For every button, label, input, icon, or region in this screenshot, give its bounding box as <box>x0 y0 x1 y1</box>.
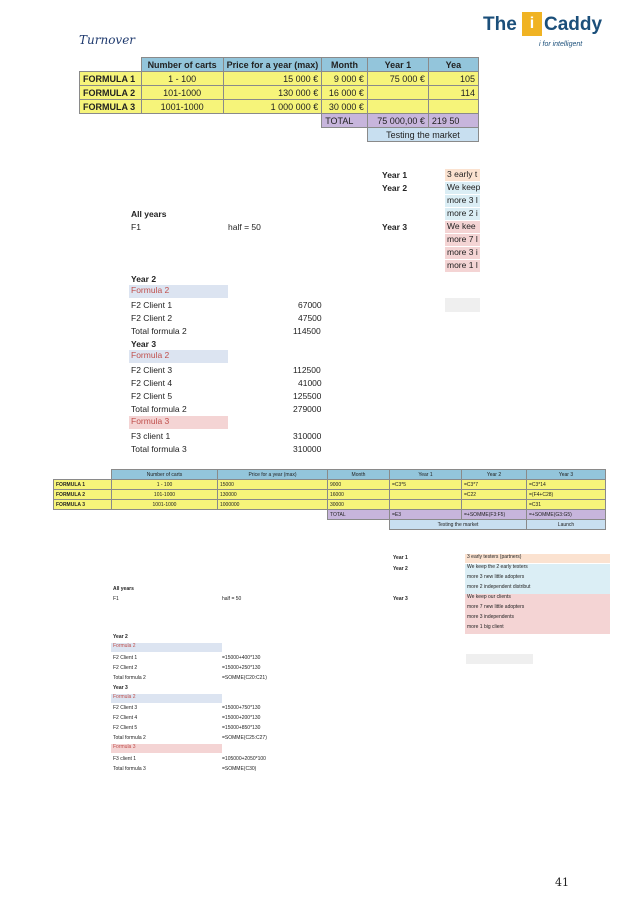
header-year2: Yea <box>428 58 478 72</box>
cell <box>428 100 478 114</box>
grey-placeholder-box <box>445 298 480 312</box>
formula-table-2 <box>53 469 606 530</box>
f2c5-value: 125500 <box>293 391 322 401</box>
total-label: TOTAL <box>322 114 368 128</box>
header-month: Month <box>328 470 390 480</box>
total-year1: =E3 <box>390 510 462 520</box>
f2c1-label: F2 Client 1 <box>131 300 173 310</box>
blank-cell <box>141 114 223 128</box>
logo-i-box: i <box>522 12 542 36</box>
note-year2-label: Year 2 <box>382 183 408 193</box>
cell: 16000 <box>328 490 390 500</box>
launch: Launch <box>527 520 606 530</box>
note2-year3-line: more 1 big client <box>465 624 610 634</box>
note2-year2-line: We keep the 2 early testers <box>465 564 610 574</box>
year3-label: Year 3 <box>131 339 157 349</box>
tf3-formula: =SOMME(C30) <box>222 766 257 772</box>
note2-year1-label: Year 1 <box>393 555 408 561</box>
note-year3-line: more 1 l <box>445 260 480 272</box>
note2-year1-text: 3 early testers (partners) <box>465 554 610 563</box>
cell: =(F4+C28) <box>527 490 606 500</box>
blank-cell <box>218 520 328 530</box>
f2c2-formula: =15000+250*130 <box>222 665 261 671</box>
cell: 101-1000 <box>141 86 223 100</box>
tf2b-label: Total formula 2 <box>131 404 187 414</box>
f2c1-formula: =15000+400*130 <box>222 655 261 661</box>
f2c5-formula: =15000+850*130 <box>222 725 261 731</box>
all-years-label-2: All years <box>113 586 134 592</box>
cell: 1000000 <box>218 500 328 510</box>
total-label: TOTAL <box>328 510 390 520</box>
f3c1-value: 310000 <box>293 431 322 441</box>
tf2-value: 114500 <box>293 326 321 336</box>
cell: =C3*5 <box>390 480 462 490</box>
blank-cell <box>80 128 142 142</box>
header-year2: Year 2 <box>462 470 527 480</box>
tf3-value: 310000 <box>293 444 322 454</box>
f3c1-label-2: F3 client 1 <box>113 756 137 762</box>
f2c4-label: F2 Client 4 <box>131 378 173 388</box>
blank-cell <box>80 114 142 128</box>
note-year3-label: Year 3 <box>382 222 408 232</box>
formula2b-band: Formula 2 <box>129 350 228 363</box>
tf3-label: Total formula 3 <box>131 444 187 454</box>
turnover-table-1 <box>79 57 479 143</box>
blank-cell <box>141 128 223 142</box>
cell: 114 <box>428 86 478 100</box>
f2c3-label: F2 Client 3 <box>131 365 173 375</box>
blank-cell <box>328 520 390 530</box>
tf2b-value: 279000 <box>293 404 322 414</box>
f2c4-value: 41000 <box>298 378 322 388</box>
cell: =C22 <box>462 490 527 500</box>
blank-cell <box>54 510 112 520</box>
cell <box>390 500 462 510</box>
blank-cell <box>54 520 112 530</box>
half-label: half = 50 <box>228 222 261 232</box>
all-years-label: All years <box>131 209 167 219</box>
header-year1: Year 1 <box>367 58 428 72</box>
cell: 1 - 100 <box>112 480 218 490</box>
note-year2-line: We keep <box>447 182 480 192</box>
header-year1: Year 1 <box>390 470 462 480</box>
f2c3-formula: =15000+750*130 <box>222 705 261 711</box>
header-blank <box>54 470 112 480</box>
note2-year2-line: more 2 independent distribut <box>465 584 610 594</box>
cell <box>390 490 462 500</box>
note2-year3-label: Year 3 <box>393 596 408 602</box>
f2c4-formula: =15000+200*130 <box>222 715 261 721</box>
cell: =C31 <box>527 500 606 510</box>
note-year2-line: more 3 l <box>445 195 480 207</box>
note-year3-line: more 3 i <box>445 247 480 259</box>
blank-cell <box>112 510 218 520</box>
tf2-label: Total formula 2 <box>131 326 187 336</box>
blank-cell <box>322 128 368 142</box>
formula3-band: Formula 3 <box>129 416 228 429</box>
total-year2: =+SOMME(F3:F5) <box>462 510 527 520</box>
f2c3-value: 112500 <box>293 365 321 375</box>
f1-label: F1 <box>131 222 141 232</box>
f2c2-label: F2 Client 2 <box>131 313 173 323</box>
formula2-band-2: Formula 2 <box>111 643 222 652</box>
formula3-band-2: Formula 3 <box>111 744 222 753</box>
header-number-of-carts: Number of carts <box>112 470 218 480</box>
total-year1: 75 000,00 € <box>367 114 428 128</box>
f1-label-2: F1 <box>113 596 119 602</box>
f2c5-label: F2 Client 5 <box>131 391 173 401</box>
tf2b-formula: =SOMME(C25:C27) <box>222 735 267 741</box>
cell: 1 000 000 € <box>223 100 322 114</box>
blank-cell <box>218 510 328 520</box>
note-year2-line: more 2 i <box>445 208 480 220</box>
cell: 9000 <box>328 480 390 490</box>
f2c2-label-2: F2 Client 2 <box>113 665 138 671</box>
note2-year2-line: more 3 new little adopters <box>465 574 610 584</box>
testing-market: Testing the market <box>367 128 478 142</box>
header-price: Price for a year (max) <box>223 58 322 72</box>
grey-placeholder-box-2 <box>466 654 533 664</box>
note-year1-text: 3 early t <box>445 169 480 181</box>
f2c3-label-2: F2 Client 3 <box>113 705 138 711</box>
f2c1-label-2: F2 Client 1 <box>113 655 138 661</box>
cell: 1 - 100 <box>141 72 223 86</box>
f2c2-value: 47500 <box>298 313 322 323</box>
total-year2: 219 50 <box>428 114 478 128</box>
cell: 101-1000 <box>112 490 218 500</box>
cell <box>367 100 428 114</box>
cell: 75 000 € <box>367 72 428 86</box>
blank-cell <box>112 520 218 530</box>
header-blank <box>80 58 142 72</box>
blank-cell <box>223 128 322 142</box>
formula2b-band-2: Formula 2 <box>111 694 222 703</box>
f2c5-label-2: F2 Client 5 <box>113 725 138 731</box>
note-year3-line: more 7 l <box>445 234 480 246</box>
f2c4-label-2: F2 Client 4 <box>113 715 138 721</box>
year2-label: Year 2 <box>131 274 157 284</box>
tf2-formula: =SOMME(C20:C21) <box>222 675 267 681</box>
cell: 15000 <box>218 480 328 490</box>
cell <box>462 500 527 510</box>
tf2-label-2: Total formula 2 <box>113 675 146 681</box>
blank-cell <box>223 114 322 128</box>
page-title: Turnover <box>79 33 136 47</box>
cell: 130000 <box>218 490 328 500</box>
logo-text-the: The <box>483 14 517 35</box>
tf3-label-2: Total formula 3 <box>113 766 146 772</box>
note2-year3-line: more 3 independents <box>465 614 610 624</box>
cell: 16 000 € <box>322 86 368 100</box>
half-label-2: half = 50 <box>222 596 242 602</box>
f2c1-value: 67000 <box>298 300 322 310</box>
page-number: 41 <box>555 876 569 889</box>
note2-year3-line: more 7 new little adopters <box>465 604 610 614</box>
header-price: Price for a year (max) <box>218 470 328 480</box>
cell: 30000 <box>328 500 390 510</box>
row-label: FORMULA 1 <box>54 480 112 490</box>
cell: 15 000 € <box>223 72 322 86</box>
testing-market: Testing the market <box>390 520 527 530</box>
note2-year3-line: We keep our clients <box>465 594 610 604</box>
f3c1-formula: =105000+2050*100 <box>222 756 266 762</box>
logo-text-caddy: Caddy <box>544 14 603 35</box>
header-year3: Year 3 <box>527 470 606 480</box>
cell: 9 000 € <box>322 72 368 86</box>
row-label: FORMULA 3 <box>80 100 142 114</box>
company-logo <box>483 10 623 55</box>
cell: 130 000 € <box>223 86 322 100</box>
row-label: FORMULA 2 <box>80 86 142 100</box>
cell: 1001-1000 <box>141 100 223 114</box>
f3c1-label: F3 client 1 <box>131 431 171 441</box>
cell <box>367 86 428 100</box>
header-number-of-carts: Number of carts <box>141 58 223 72</box>
logo-tagline: i for intelligent <box>539 41 583 48</box>
row-label: FORMULA 1 <box>80 72 142 86</box>
note-year1-label: Year 1 <box>382 170 408 180</box>
cell: =C3*7 <box>462 480 527 490</box>
cell: =C3*14 <box>527 480 606 490</box>
tf2b-label-2: Total formula 2 <box>113 735 146 741</box>
year3-label-2: Year 3 <box>113 685 128 691</box>
header-month: Month <box>322 58 368 72</box>
year2-label-2: Year 2 <box>113 634 128 640</box>
note2-year2-label: Year 2 <box>393 566 408 572</box>
total-year3: =+SOMME(G3:G5) <box>527 510 606 520</box>
cell: 105 <box>428 72 478 86</box>
note-year3-line: We kee <box>445 221 480 233</box>
formula2-band: Formula 2 <box>129 285 228 298</box>
cell: 30 000 € <box>322 100 368 114</box>
row-label: FORMULA 3 <box>54 500 112 510</box>
cell: 1001-1000 <box>112 500 218 510</box>
row-label: FORMULA 2 <box>54 490 112 500</box>
